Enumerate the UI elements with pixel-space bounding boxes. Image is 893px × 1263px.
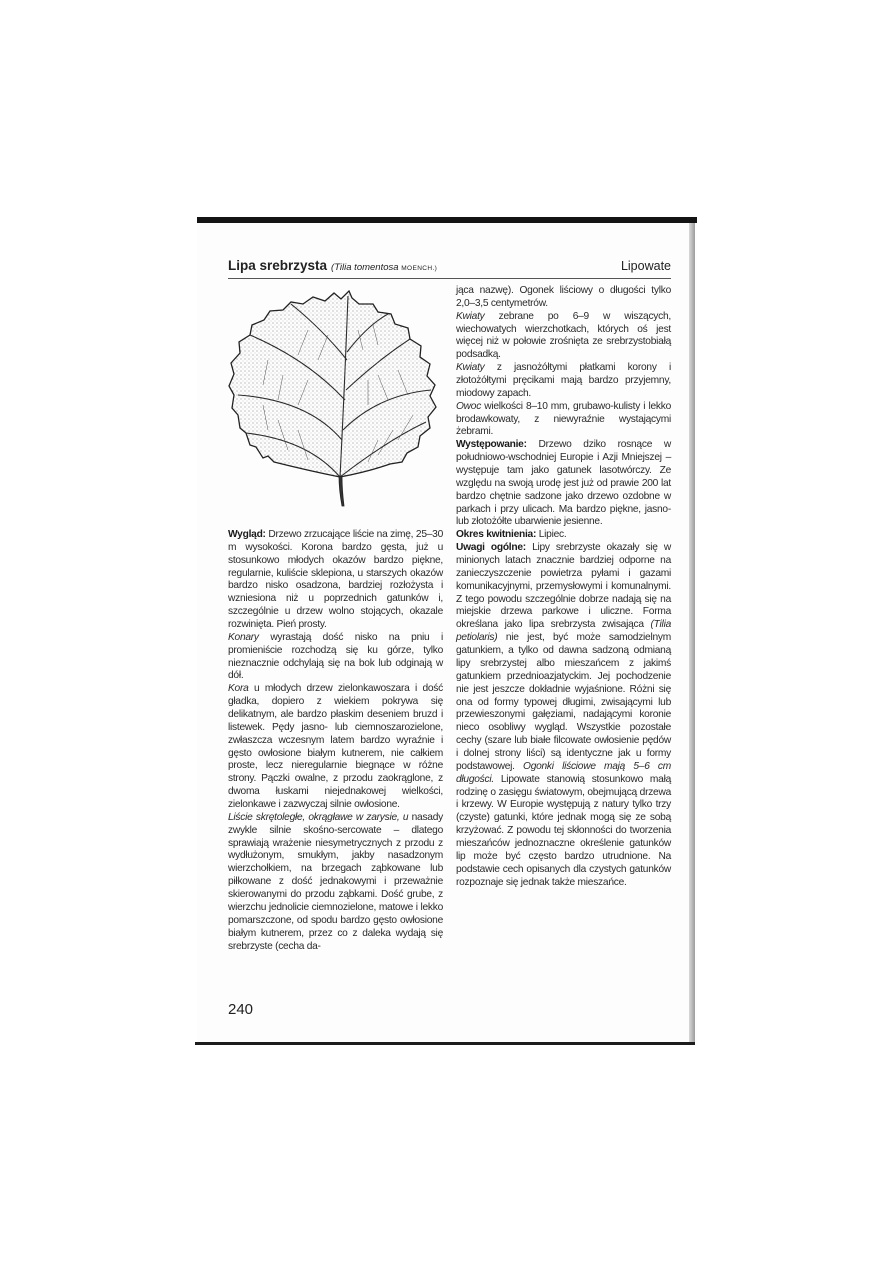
leaves-text: nasady zwykle silnie skośno-sercowate – dlatego sprawiają wrażenie niesymetrycznych z przodu z wydłużonym, smukłym, jakby nasadzonym wierzchołkiem, na brzegach ząbkowane lub piłkowane z dość jednakowymi i przeważnie skierowanymi do przodu ząbkami. Dość grube, z wierzchu jednolicie ciemnozielone, matowe i lekko pomarszczone, od spodu bardzo gęsto owłosione białym kutnerem, przez co z daleka wydają się srebrzyste (cecha da- [228,811,443,952]
leaves-label: Liście [228,811,253,823]
appearance-label: Wygląd: [228,529,266,540]
remarks-paragraph [456,542,671,889]
scan-right-edge [689,223,695,1043]
bark-label: Kora [228,683,249,695]
branches-label: Konary [228,631,259,643]
scan-bottom-edge [195,1042,695,1045]
scan-top-edge [197,217,697,223]
leaves-paragraph [228,812,443,953]
flowers-label: Kwiaty [456,362,485,374]
species-title [228,258,437,273]
leaves-text-italic: skrętoległe, okrągławe w zarysie, u [255,811,409,823]
inflorescence-label: Kwiaty [456,310,485,322]
common-name: Lipa srebrzysta [228,258,328,273]
occurrence-label: Występowanie: [456,439,527,451]
left-column [228,529,443,953]
flowering-paragraph [456,529,671,542]
fruit-label: Owoc [456,400,482,412]
flowering-label: Okres kwitnienia: [456,529,537,541]
flowering-text: Lipiec. [538,529,567,541]
scientific-name: (Tilia tomentosa MOENCH.) [331,262,438,273]
appearance-paragraph [228,529,443,632]
flowers-paragraph [456,362,671,401]
remarks-text-3: Lipowate stanowią stosunkowo małą rodzinę o zasięgu światowym, obejmującą drzewa i krzewy. W Europie występują z natury tylko trzy (czyste) gatunki, które jednak mogą się ze sobą krzyżować. Z powodu tej skłonności do tworzenia mieszańców jednoznaczne określenie gatunków lip może być często bardzo utrudnione. Na podstawie cech opisanych dla czystych gatunków rozpoznaje się jednak także mieszańce. [456,773,671,888]
occurrence-paragraph [456,439,671,529]
fruit-paragraph [456,401,671,440]
continuation-paragraph: jąca nazwę). Ogonek liściowy o długości tylko 2,0–3,5 centymetrów. [456,285,671,309]
remarks-italic-2: Ogonki liściowe mają 5–6 cm długości. [456,760,671,785]
right-column [456,285,671,889]
family-name: Lipowate [620,259,671,273]
linden-leaf-icon [228,290,443,510]
remarks-text-1: Lipy srebrzyste okazały się w minionych latach znacznie bardziej odporne na zanieczyszczenie powietrza pyłami i gazami komunikacyjnymi, przemysłowymi i komunalnymi. Z tego powodu szczególnie dobrze nadają się na miejskie drzewa parkowe i uliczne. Forma określana jako lipa srebrzysta zwisająca [456,542,671,631]
bark-paragraph [228,683,443,812]
flowers-text: z jasnożółtymi płatkami korony i złotożółtymi pręcikami mają bardzo przyjemny, miodowy zapach. [456,362,671,399]
remarks-text-2: nie jest, być może samodzielnym gatunkiem, a tylko od dawna sadzoną odmianą lipy srebrzystej albo mieszańcem z jakimś gatunkiem przednioazjatyckim. Jej pochodzenie nie jest jeszcze dokładnie wyjaśnione. Różni się ona od formy typowej długimi, zwisającymi lub przewieszonymi gałęziami, nadającymi koronie nieco osobliwy wygląd. Wszystkie pozostałe cechy (szare lub białe filcowate owłosienie pędów i dolnej strony liści) są identyczne jak u formy podstawowej. [456,632,671,772]
fruit-text: wielkości 8–10 mm, grubawo-kulisty i lekko brodawkowaty, z niewyraźnie wystającymi żebrami. [456,400,671,438]
branches-text: wyrastają dość nisko na pniu i promieniście rozchodzą się ku górze, tylko nieznacznie odchylają się na bok lub odginają w dół. [228,631,443,682]
appearance-text: Drzewo zrzucające liście na zimę, 25–30 m wysokości. Korona bardzo gęsta, już u stosunkowo młodych okazów bardzo piękne, regularnie, kuliście sklepiona, u starszych okazów bardzo nisko osadzona, bardziej rozłożysta i wzniesiona niż u poprzednich gatunków i, szczególnie u drzew wolno stojących, okazale rozwinięta. Pień prosty. [228,529,443,631]
bark-text: u młodych drzew zielonkawoszara i dość gładka, dopiero z wiekiem pokrywa się delikatnym, ale bardzo płaskim deseniem bruzd i listewek. Pędy jasno- lub ciemnoszarozielone, zwłaszcza wczesnym latem bardzo wyraźnie i gęsto owłosione białym kutnerem, nie całkiem proste, lecz nieregularnie biegnące w różne strony. Pączki owalne, z przodu zaokrąglone, z dwoma łuskami niejednakowej wielkości, zielonkawe i zazwyczaj silnie owłosione. [228,683,443,811]
remarks-italic: (Tilia petiolaris) [456,619,671,644]
inflorescence-paragraph [456,311,671,362]
inflorescence-text: zebrane po 6–9 w wiszących, wiechowatych wierzchotkach, których oś jest więcej niż w połowie zrośnięta ze srebrzystobiałą podsadką. [456,310,671,361]
page-header [228,258,671,279]
page-number: 240 [228,1001,254,1018]
remarks-label: Uwagi ogólne: [456,542,526,554]
author-name: MOENCH.) [401,265,438,272]
occurrence-text: Drzewo dziko rosnące w południowo-wschodniej Europie i Azji Mniejszej – występuje tam jako gatunek lasotwórczy. Ze względu na swoją urodę jest już od prawie 200 lat bardzo chętnie sadzone jako drzewo ozdobne w parkach i przy ulicach. Ma bardzo piękne, jasno- lub złotożółte ubarwienie jesienne. [456,439,671,528]
branches-paragraph [228,632,443,683]
